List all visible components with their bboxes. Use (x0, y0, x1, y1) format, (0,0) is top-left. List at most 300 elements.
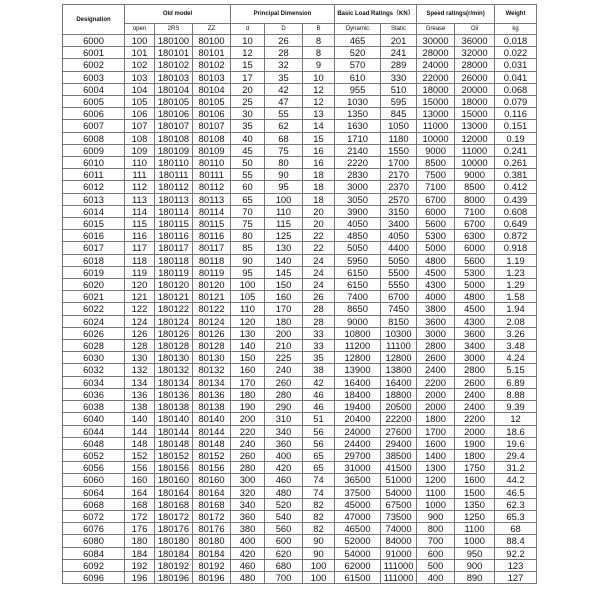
cell-open: 107 (125, 120, 155, 132)
cell-static: 18800 (381, 388, 417, 400)
cell-designation: 6064 (63, 486, 125, 498)
cell-weight: 68 (495, 523, 537, 535)
cell-grease: 2000 (417, 401, 455, 413)
cell-static: 595 (381, 96, 417, 108)
cell-outer-d: 180 (265, 315, 303, 327)
cell-grease: 1300 (417, 462, 455, 474)
cell-2rs: 180105 (155, 96, 193, 108)
cell-dynamic: 955 (335, 83, 381, 95)
cell-static: 201 (381, 35, 417, 47)
cell-outer-d: 240 (265, 364, 303, 376)
cell-weight: 123 (495, 559, 537, 571)
cell-designation: 6007 (63, 120, 125, 132)
cell-designation: 6022 (63, 303, 125, 315)
cell-weight: 5.15 (495, 364, 537, 376)
cell-d: 110 (231, 303, 265, 315)
cell-grease: 28000 (417, 47, 455, 59)
cell-designation: 6076 (63, 523, 125, 535)
cell-designation: 6004 (63, 83, 125, 95)
table-row (63, 291, 537, 303)
cell-d: 50 (231, 157, 265, 169)
cell-open: 100 (125, 35, 155, 47)
cell-d: 260 (231, 449, 265, 461)
cell-d: 400 (231, 535, 265, 547)
cell-designation: 6015 (63, 218, 125, 230)
cell-dynamic: 61500 (335, 571, 381, 583)
cell-designation: 6008 (63, 132, 125, 144)
cell-open: 124 (125, 315, 155, 327)
cell-dynamic: 36500 (335, 474, 381, 486)
cell-oil: 28000 (455, 59, 495, 71)
cell-d: 220 (231, 425, 265, 437)
cell-grease: 1600 (417, 437, 455, 449)
cell-outer-d: 26 (265, 35, 303, 47)
cell-weight: 88.4 (495, 535, 537, 547)
cell-outer-d: 225 (265, 352, 303, 364)
cell-d: 45 (231, 144, 265, 156)
cell-weight: 1.58 (495, 291, 537, 303)
speed-ratings-header: Speed ratings(r/min) (417, 5, 495, 24)
cell-zz: 80180 (193, 535, 231, 547)
cell-dynamic: 6150 (335, 279, 381, 291)
cell-2rs: 180116 (155, 230, 193, 242)
cell-dynamic: 4050 (335, 218, 381, 230)
cell-outer-d: 260 (265, 376, 303, 388)
cell-outer-d: 340 (265, 425, 303, 437)
subheader-b: B (303, 24, 335, 35)
cell-weight: 6.89 (495, 376, 537, 388)
cell-open: 112 (125, 181, 155, 193)
cell-d: 35 (231, 120, 265, 132)
table-row (63, 59, 537, 71)
subheader-open: open (125, 24, 155, 35)
cell-static: 510 (381, 83, 417, 95)
cell-zz: 80104 (193, 83, 231, 95)
cell-dynamic: 9000 (335, 315, 381, 327)
cell-open: 128 (125, 340, 155, 352)
cell-dynamic: 465 (335, 35, 381, 47)
cell-open: 156 (125, 462, 155, 474)
cell-oil: 1600 (455, 474, 495, 486)
cell-grease: 600 (417, 547, 455, 559)
cell-d: 240 (231, 437, 265, 449)
cell-b: 56 (303, 425, 335, 437)
cell-zz: 80130 (193, 352, 231, 364)
cell-2rs: 180120 (155, 279, 193, 291)
cell-designation: 6072 (63, 510, 125, 522)
cell-zz: 80117 (193, 242, 231, 254)
cell-dynamic: 37500 (335, 486, 381, 498)
cell-d: 420 (231, 547, 265, 559)
cell-grease: 5000 (417, 242, 455, 254)
cell-oil: 3400 (455, 340, 495, 352)
cell-dynamic: 610 (335, 71, 381, 83)
cell-designation: 6010 (63, 157, 125, 169)
cell-oil: 1800 (455, 449, 495, 461)
cell-2rs: 180103 (155, 71, 193, 83)
cell-zz: 80108 (193, 132, 231, 144)
cell-outer-d: 95 (265, 181, 303, 193)
cell-weight: 0.068 (495, 83, 537, 95)
cell-b: 90 (303, 535, 335, 547)
cell-weight: 0.261 (495, 157, 537, 169)
cell-b: 82 (303, 523, 335, 535)
cell-weight: 1.94 (495, 303, 537, 315)
cell-static: 3400 (381, 218, 417, 230)
principal-dimension-header: Principal Dimension (231, 5, 335, 24)
table-row (63, 340, 537, 352)
cell-dynamic: 3900 (335, 205, 381, 217)
cell-open: 119 (125, 266, 155, 278)
cell-oil: 1350 (455, 498, 495, 510)
cell-d: 280 (231, 462, 265, 474)
cell-dynamic: 8650 (335, 303, 381, 315)
cell-2rs: 180122 (155, 303, 193, 315)
cell-d: 40 (231, 132, 265, 144)
cell-open: 102 (125, 59, 155, 71)
cell-weight: 8.88 (495, 388, 537, 400)
cell-dynamic: 10800 (335, 327, 381, 339)
cell-oil: 1000 (455, 535, 495, 547)
cell-grease: 400 (417, 571, 455, 583)
cell-designation: 6032 (63, 364, 125, 376)
cell-grease: 4000 (417, 291, 455, 303)
cell-d: 100 (231, 279, 265, 291)
table-row (63, 571, 537, 583)
table-row (63, 547, 537, 559)
cell-outer-d: 62 (265, 120, 303, 132)
cell-zz: 80132 (193, 364, 231, 376)
cell-designation: 6000 (63, 35, 125, 47)
cell-dynamic: 11200 (335, 340, 381, 352)
table-row (63, 559, 537, 571)
cell-outer-d: 400 (265, 449, 303, 461)
cell-b: 15 (303, 132, 335, 144)
cell-2rs: 180176 (155, 523, 193, 535)
cell-oil: 20000 (455, 83, 495, 95)
cell-oil: 2400 (455, 401, 495, 413)
cell-oil: 6000 (455, 242, 495, 254)
cell-d: 95 (231, 266, 265, 278)
cell-dynamic: 5950 (335, 254, 381, 266)
cell-outer-d: 290 (265, 401, 303, 413)
cell-open: 104 (125, 83, 155, 95)
cell-grease: 5300 (417, 230, 455, 242)
cell-open: 118 (125, 254, 155, 266)
cell-d: 170 (231, 376, 265, 388)
cell-2rs: 180113 (155, 193, 193, 205)
cell-static: 7450 (381, 303, 417, 315)
table-row (63, 510, 537, 522)
cell-d: 80 (231, 230, 265, 242)
cell-outer-d: 310 (265, 413, 303, 425)
cell-outer-d: 80 (265, 157, 303, 169)
cell-b: 24 (303, 279, 335, 291)
cell-zz: 80109 (193, 144, 231, 156)
cell-static: 5050 (381, 254, 417, 266)
cell-d: 55 (231, 169, 265, 181)
cell-designation: 6018 (63, 254, 125, 266)
cell-b: 38 (303, 364, 335, 376)
cell-grease: 4800 (417, 254, 455, 266)
table-row (63, 181, 537, 193)
cell-d: 25 (231, 96, 265, 108)
cell-oil: 15000 (455, 108, 495, 120)
table-row (63, 120, 537, 132)
cell-oil: 2800 (455, 364, 495, 376)
cell-2rs: 180180 (155, 535, 193, 547)
cell-dynamic: 24000 (335, 425, 381, 437)
cell-b: 28 (303, 315, 335, 327)
cell-d: 120 (231, 315, 265, 327)
cell-zz: 80128 (193, 340, 231, 352)
cell-grease: 700 (417, 535, 455, 547)
cell-static: 8150 (381, 315, 417, 327)
cell-b: 18 (303, 169, 335, 181)
cell-open: 176 (125, 523, 155, 535)
cell-2rs: 180130 (155, 352, 193, 364)
cell-grease: 1100 (417, 486, 455, 498)
cell-b: 100 (303, 559, 335, 571)
cell-b: 22 (303, 242, 335, 254)
cell-designation: 6080 (63, 535, 125, 547)
cell-designation: 6005 (63, 96, 125, 108)
cell-outer-d: 210 (265, 340, 303, 352)
cell-weight: 29.4 (495, 449, 537, 461)
cell-zz: 80140 (193, 413, 231, 425)
bearing-spec-table-container (62, 4, 536, 584)
cell-oil: 10000 (455, 157, 495, 169)
cell-zz: 80102 (193, 59, 231, 71)
cell-b: 90 (303, 547, 335, 559)
cell-designation: 6060 (63, 474, 125, 486)
cell-2rs: 180192 (155, 559, 193, 571)
cell-grease: 900 (417, 510, 455, 522)
cell-open: 172 (125, 510, 155, 522)
weight-header: Weight (495, 5, 537, 24)
table-row (63, 327, 537, 339)
cell-oil: 950 (455, 547, 495, 559)
cell-designation: 6001 (63, 47, 125, 59)
cell-oil: 6700 (455, 218, 495, 230)
subheader-d: d (231, 24, 265, 35)
subheader-outer-d: D (265, 24, 303, 35)
cell-grease: 7500 (417, 169, 455, 181)
cell-2rs: 180138 (155, 401, 193, 413)
cell-dynamic: 1630 (335, 120, 381, 132)
cell-static: 4400 (381, 242, 417, 254)
cell-designation: 6002 (63, 59, 125, 71)
cell-grease: 3800 (417, 303, 455, 315)
subheader-zz: ZZ (193, 24, 231, 35)
cell-zz: 80172 (193, 510, 231, 522)
table-row (63, 96, 537, 108)
cell-weight: 0.241 (495, 144, 537, 156)
cell-grease: 7100 (417, 181, 455, 193)
cell-d: 105 (231, 291, 265, 303)
cell-dynamic: 31000 (335, 462, 381, 474)
cell-designation: 6003 (63, 71, 125, 83)
cell-designation: 6009 (63, 144, 125, 156)
cell-weight: 1.29 (495, 279, 537, 291)
cell-designation: 6013 (63, 193, 125, 205)
cell-2rs: 180148 (155, 437, 193, 449)
cell-outer-d: 360 (265, 437, 303, 449)
cell-outer-d: 90 (265, 169, 303, 181)
cell-static: 241 (381, 47, 417, 59)
cell-zz: 80103 (193, 71, 231, 83)
cell-oil: 3600 (455, 327, 495, 339)
cell-dynamic: 2140 (335, 144, 381, 156)
cell-static: 4050 (381, 230, 417, 242)
cell-weight: 0.151 (495, 120, 537, 132)
table-row (63, 303, 537, 315)
cell-zz: 80156 (193, 462, 231, 474)
cell-weight: 44.2 (495, 474, 537, 486)
cell-grease: 3600 (417, 315, 455, 327)
cell-grease: 30000 (417, 35, 455, 47)
cell-zz: 80118 (193, 254, 231, 266)
cell-d: 12 (231, 47, 265, 59)
cell-dynamic: 520 (335, 47, 381, 59)
cell-2rs: 180115 (155, 218, 193, 230)
table-row (63, 279, 537, 291)
cell-zz: 80134 (193, 376, 231, 388)
cell-open: 136 (125, 388, 155, 400)
cell-designation: 6084 (63, 547, 125, 559)
cell-oil: 5300 (455, 266, 495, 278)
cell-designation: 6096 (63, 571, 125, 583)
cell-2rs: 180172 (155, 510, 193, 522)
cell-b: 74 (303, 474, 335, 486)
cell-grease: 9000 (417, 144, 455, 156)
cell-zz: 80144 (193, 425, 231, 437)
cell-open: 111 (125, 169, 155, 181)
cell-outer-d: 170 (265, 303, 303, 315)
cell-dynamic: 570 (335, 59, 381, 71)
cell-2rs: 180196 (155, 571, 193, 583)
cell-open: 144 (125, 425, 155, 437)
cell-dynamic: 12800 (335, 352, 381, 364)
cell-dynamic: 54000 (335, 547, 381, 559)
cell-static: 20500 (381, 401, 417, 413)
cell-2rs: 180164 (155, 486, 193, 498)
cell-b: 20 (303, 218, 335, 230)
cell-d: 180 (231, 388, 265, 400)
cell-designation: 6014 (63, 205, 125, 217)
cell-grease: 4300 (417, 279, 455, 291)
cell-static: 5550 (381, 279, 417, 291)
cell-d: 75 (231, 218, 265, 230)
cell-zz: 80152 (193, 449, 231, 461)
cell-d: 300 (231, 474, 265, 486)
cell-zz: 80107 (193, 120, 231, 132)
cell-weight: 0.031 (495, 59, 537, 71)
cell-grease: 1000 (417, 498, 455, 510)
cell-zz: 80113 (193, 193, 231, 205)
cell-zz: 80100 (193, 35, 231, 47)
cell-static: 67500 (381, 498, 417, 510)
cell-outer-d: 620 (265, 547, 303, 559)
cell-weight: 12 (495, 413, 537, 425)
cell-designation: 6024 (63, 315, 125, 327)
cell-oil: 8000 (455, 193, 495, 205)
cell-grease: 5600 (417, 218, 455, 230)
cell-b: 18 (303, 193, 335, 205)
cell-oil: 4500 (455, 303, 495, 315)
cell-zz: 80105 (193, 96, 231, 108)
cell-oil: 12000 (455, 132, 495, 144)
cell-outer-d: 110 (265, 205, 303, 217)
cell-static: 1180 (381, 132, 417, 144)
cell-weight: 4.24 (495, 352, 537, 364)
cell-grease: 1800 (417, 413, 455, 425)
cell-zz: 80136 (193, 388, 231, 400)
cell-oil: 32000 (455, 47, 495, 59)
cell-b: 9 (303, 59, 335, 71)
cell-open: 106 (125, 108, 155, 120)
cell-zz: 80121 (193, 291, 231, 303)
cell-oil: 9000 (455, 169, 495, 181)
cell-static: 38500 (381, 449, 417, 461)
cell-dynamic: 46500 (335, 523, 381, 535)
cell-outer-d: 480 (265, 486, 303, 498)
cell-static: 73500 (381, 510, 417, 522)
cell-static: 29400 (381, 437, 417, 449)
cell-grease: 800 (417, 523, 455, 535)
cell-outer-d: 68 (265, 132, 303, 144)
cell-designation: 6011 (63, 169, 125, 181)
cell-weight: 0.649 (495, 218, 537, 230)
table-row (63, 35, 537, 47)
cell-open: 109 (125, 144, 155, 156)
cell-d: 20 (231, 83, 265, 95)
table-body (63, 35, 537, 584)
table-row (63, 523, 537, 535)
cell-open: 192 (125, 559, 155, 571)
cell-2rs: 180100 (155, 35, 193, 47)
cell-grease: 15000 (417, 96, 455, 108)
cell-outer-d: 75 (265, 144, 303, 156)
cell-zz: 80160 (193, 474, 231, 486)
cell-d: 10 (231, 35, 265, 47)
cell-d: 360 (231, 510, 265, 522)
cell-d: 340 (231, 498, 265, 510)
cell-outer-d: 280 (265, 388, 303, 400)
cell-d: 380 (231, 523, 265, 535)
cell-2rs: 180104 (155, 83, 193, 95)
cell-weight: 0.116 (495, 108, 537, 120)
cell-weight: 0.918 (495, 242, 537, 254)
cell-static: 74000 (381, 523, 417, 535)
cell-open: 148 (125, 437, 155, 449)
cell-weight: 0.381 (495, 169, 537, 181)
cell-designation: 6019 (63, 266, 125, 278)
cell-oil: 7100 (455, 205, 495, 217)
subheader-2rs: 2RS (155, 24, 193, 35)
cell-d: 160 (231, 364, 265, 376)
cell-open: 114 (125, 205, 155, 217)
cell-dynamic: 16400 (335, 376, 381, 388)
cell-designation: 6092 (63, 559, 125, 571)
cell-zz: 80112 (193, 181, 231, 193)
cell-outer-d: 680 (265, 559, 303, 571)
table-row (63, 425, 537, 437)
cell-2rs: 180112 (155, 181, 193, 193)
cell-2rs: 180156 (155, 462, 193, 474)
cell-weight: 0.439 (495, 193, 537, 205)
cell-static: 5500 (381, 266, 417, 278)
